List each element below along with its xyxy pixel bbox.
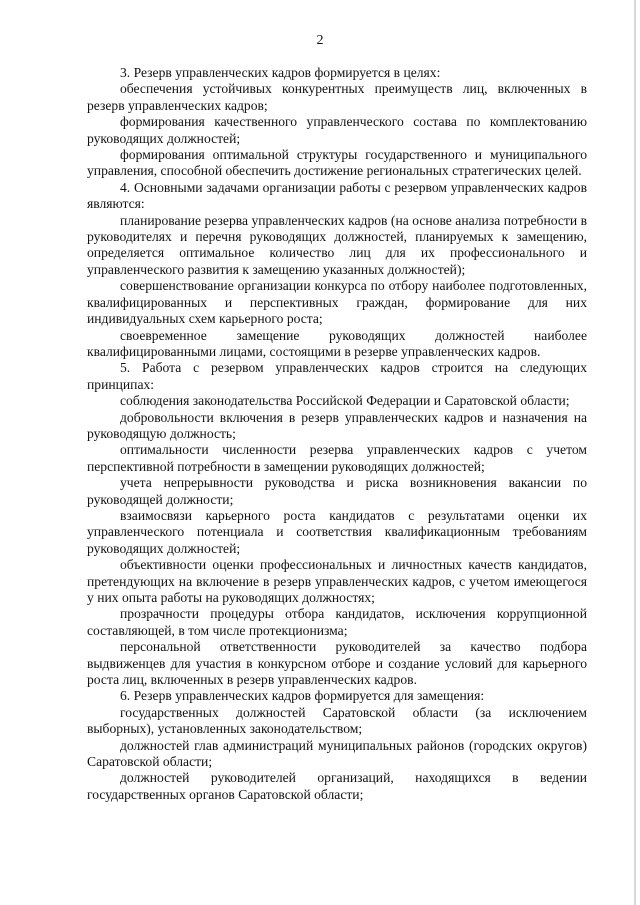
paragraph: 5. Работа с резервом управленческих кадров строится на следующих принципах: [87, 360, 587, 392]
paragraph: соблюдения законодательства Российской Федерации и Саратовской области; [120, 393, 570, 409]
paragraph: прозрачности процедуры отбора кандидатов, исключения коррупционной составляющей, в том числе протекционизма; [87, 606, 587, 638]
scan-edge-line [634, 0, 636, 905]
paragraph: планирование резерва управленческих кадров (на основе анализа потребности в руководителях и перечня руководящих должностей, планируемых к замещению, определяется оптимальное количество лиц для их профессионального и управленческого развития к замещению указанных должностей); [87, 212, 587, 277]
paragraph: оптимальности численности резерва управленческих кадров с учетом перспективной потребности в замещении руководящих должностей; [87, 442, 587, 474]
paragraph: государственных должностей Саратовской области (за исключением выборных), установленных законодательством; [87, 704, 587, 737]
paragraph: 4. Основными задачами организации работы с резервом управленческих кадров являются: [87, 179, 587, 212]
paragraph: 6. Резерв управленческих кадров формируется для замещения: [120, 688, 485, 704]
paragraph: должностей руководителей организаций, находящихся в ведении государственных органов Саратовской области; [87, 770, 587, 802]
document-body [87, 65, 587, 803]
page-number: 2 [316, 33, 324, 48]
paragraph: объективности оценки профессиональных и личностных качеств кандидатов, претендующих на включение в резерв управленческих кадров, с учетом имеющегося у них опыта работы на руководящих должностях; [87, 557, 587, 605]
paragraph: обеспечения устойчивых конкурентных преимуществ лиц, включенных в резерв управленческих кадров; [87, 81, 587, 113]
paragraph: своевременное замещение руководящих должностей наиболее квалифицированными лицами, состоящими в резерве управленческих кадров. [87, 327, 587, 359]
paragraph: должностей глав администраций муниципальных районов (городских округов) Саратовской области; [87, 737, 587, 770]
paragraph: персональной ответственности руководителей за качество подбора выдвиженцев для участия в конкурсном отборе и создание условий для карьерного роста лиц, включенных в резерв управленческих кадров. [87, 639, 587, 688]
paragraph: добровольности включения в резерв управленческих кадров и назначения на руководящую должность; [87, 409, 587, 441]
paragraph: формирования качественного управленческого состава по комплектованию руководящих должностей; [87, 114, 587, 146]
paragraph: совершенствование организации конкурса по отбору наиболее подготовленных, квалифицированных и перспективных граждан, формирование для них индивидуальных схем карьерного роста; [87, 278, 587, 327]
paragraph: учета непрерывности руководства и риска возникновения вакансии по руководящей должности; [87, 475, 587, 507]
paragraph: формирования оптимальной структуры государственного и муниципального управления, способной обеспечить достижение региональных стратегических целей. [87, 147, 587, 179]
paragraph: 3. Резерв управленческих кадров формируется в целях: [120, 65, 441, 80]
paragraph: взаимосвязи карьерного роста кандидатов с результатами оценки их управленческого потенциала и соответствия квалификационным требованиям руководящих должностей; [87, 507, 587, 556]
